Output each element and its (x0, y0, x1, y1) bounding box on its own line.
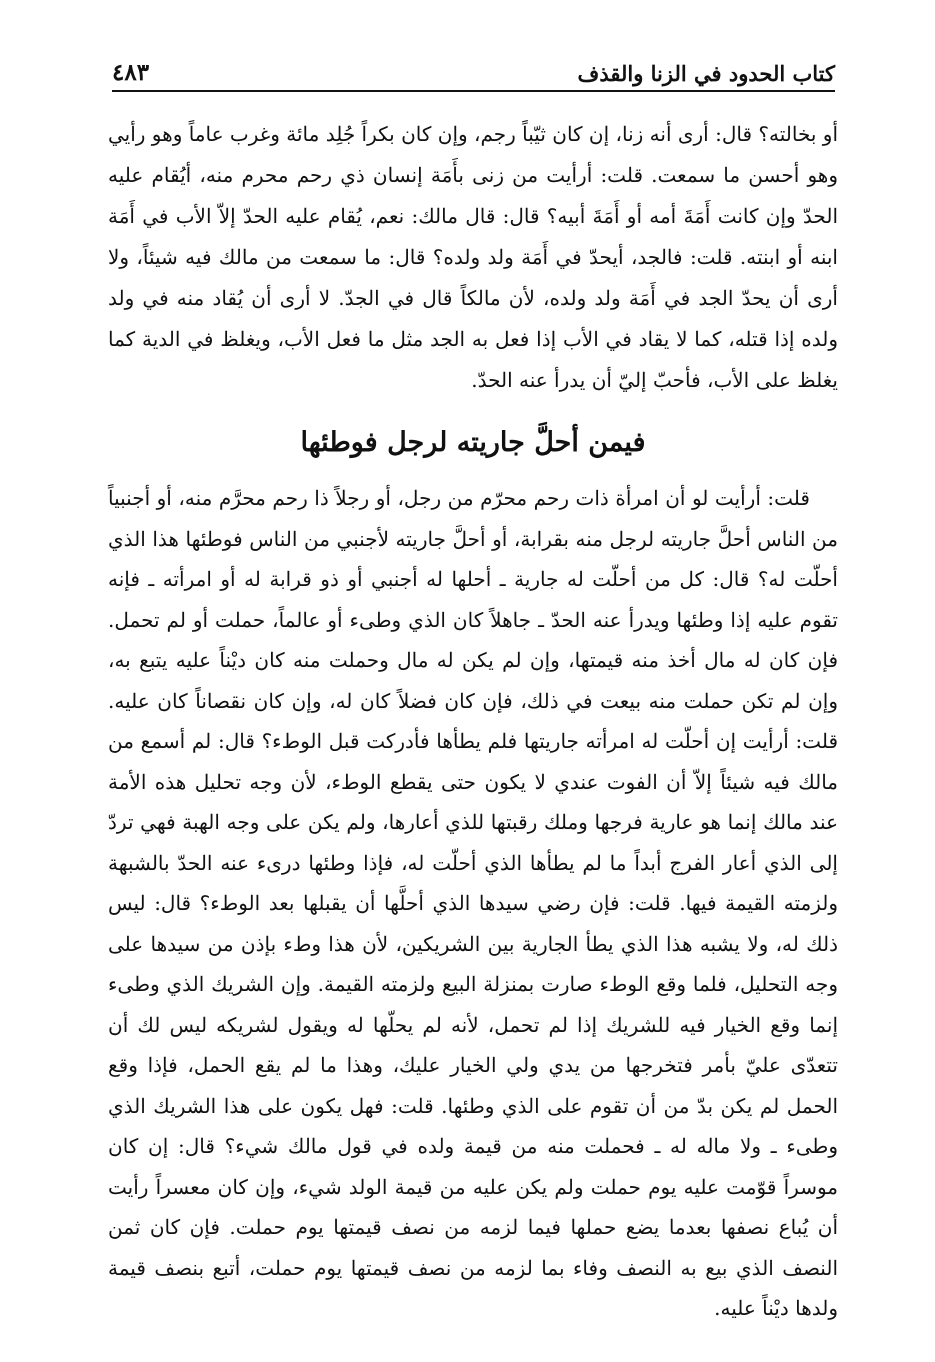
page-number: ٤٨٣ (112, 59, 150, 86)
running-title: كتاب الحدود في الزنا والقذف (577, 61, 835, 86)
running-header (112, 50, 835, 92)
body-paragraph-2: قلت: أرأيت لو أن امرأة ذات رحم محرّم من رجل، أو رجلاً ذا رحم محرَّم منه، أو أجنبياً من الناس أحلَّ جاريته لرجل منه بقرابة، أو أحلَّ جاريته لأجنبي من الناس فوطئها هذا الذي أحلّت له؟ قال: كل من أحلّت له جارية ـ أحلها له أجنبي أو ذو قرابة له أو امرأته ـ فإنه تقوم عليه إذا وطئها ويدرأ عنه الحدّ ـ جاهلاً كان الذي وطىء أو عالماً، حملت أو لم تحمل. فإن كان له مال أخذ منه قيمتها، وإن لم يكن له مال وحملت منه كان ديْناً عليه يتبع به، وإن لم تكن حملت منه بيعت في ذلك، فإن كان فضلاً كان له، وإن كان نقصاناً كان عليه. قلت: أرأيت إن أحلّت له امرأته جاريتها فلم يطأها فأدركت قبل الوطء؟ قال: لم أسمع من مالك فيه شيئاً إلاّ أن الفوت عندي لا يكون حتى يقطع الوطء، لأن وجه تحليل هذه الأمة عند مالك إنما هو عارية فرجها وملك رقبتها للذي أعارها، ولم يكن على وجه الهبة فهي تردّ إلى الذي أعار الفرج أبداً ما لم يطأها الذي أحلّت له، فإذا وطئها درىء عنه الحدّ بالشبهة ولزمته القيمة فيها. قلت: فإن رضي سيدها الذي أحلَّها أن يقبلها بعد الوطء؟ قال: ليس ذلك له، ولا يشبه هذا الذي يطأ الجارية بين الشريكين، لأن هذا وطء بإذن من سيدها على وجه التحليل، فلما وقع الوطء صارت بمنزلة البيع ولزمته القيمة. وإن الشريك الذي وطىء إنما وقع الخيار فيه للشريك إذا لم تحمل، لأنه لم يحلّها له ويقول لشريكه ليس لك أن تتعدّى عليّ بأمر فتخرجها من يدي ولي الخيار عليك، وهذا ما لم يقع الحمل، فإذا وقع الحمل لم يكن بدّ من أن تقوم على الذي وطئها. قلت: فهل يكون على هذا الشريك الذي وطىء ـ ولا ماله له ـ فحملت منه من قيمة ولده في قول مالك شيء؟ قال: إن كان موسراً قوّمت عليه يوم حملت ولم يكن عليه من قيمة الولد شيء، وإن كان معسراً رأيت أن يُباع نصفها بعدما يضع حملها فيما لزمه من نصف قيمتها يوم حملت. فإن كان ثمن النصف الذي بيع به النصف وفاء بما لزمه من نصف قيمتها يوم حملت، أتبع بنصف قيمة ولدها ديْناً عليه. (108, 486, 839, 1320)
body-paragraph-1: أو بخالته؟ قال: أرى أنه زنا، إن كان ثيّباً رجم، وإن كان بكراً جُلِد مائة وغرب عاماً وهو رأيي وهو أحسن ما سمعت. قلت: أرأيت من زنى بأَمَة إنسان ذي رحم محرم منه، أيُقام عليه الحدّ وإن كانت أَمَةَ أمه أو أَمَةَ أبيه؟ قال: قال مالك: نعم، يُقام عليه الحدّ إلاّ الأب في أَمَة ابنه أو ابنته. قلت: فالجد، أيحدّ في أَمَة ولد ولده؟ قال: ما سمعت من مالك فيه شيئاً، ولا أرى أن يحدّ الجد في أَمَة ولد ولده، لأن مالكاً قال في الجدّ. لا أرى أن يُقاد منه في ولد ولده إذا قتله، كما لا يقاد في الأب إذا فعل به الجد مثل ما فعل الأب، ويغلظ في الدية كما يغلظ على الأب، فأحبّ إليّ أن يدرأ عنه الحدّ. (108, 122, 838, 392)
section-heading: فيمن أحلَّ جاريته لرجل فوطئها (300, 427, 646, 458)
